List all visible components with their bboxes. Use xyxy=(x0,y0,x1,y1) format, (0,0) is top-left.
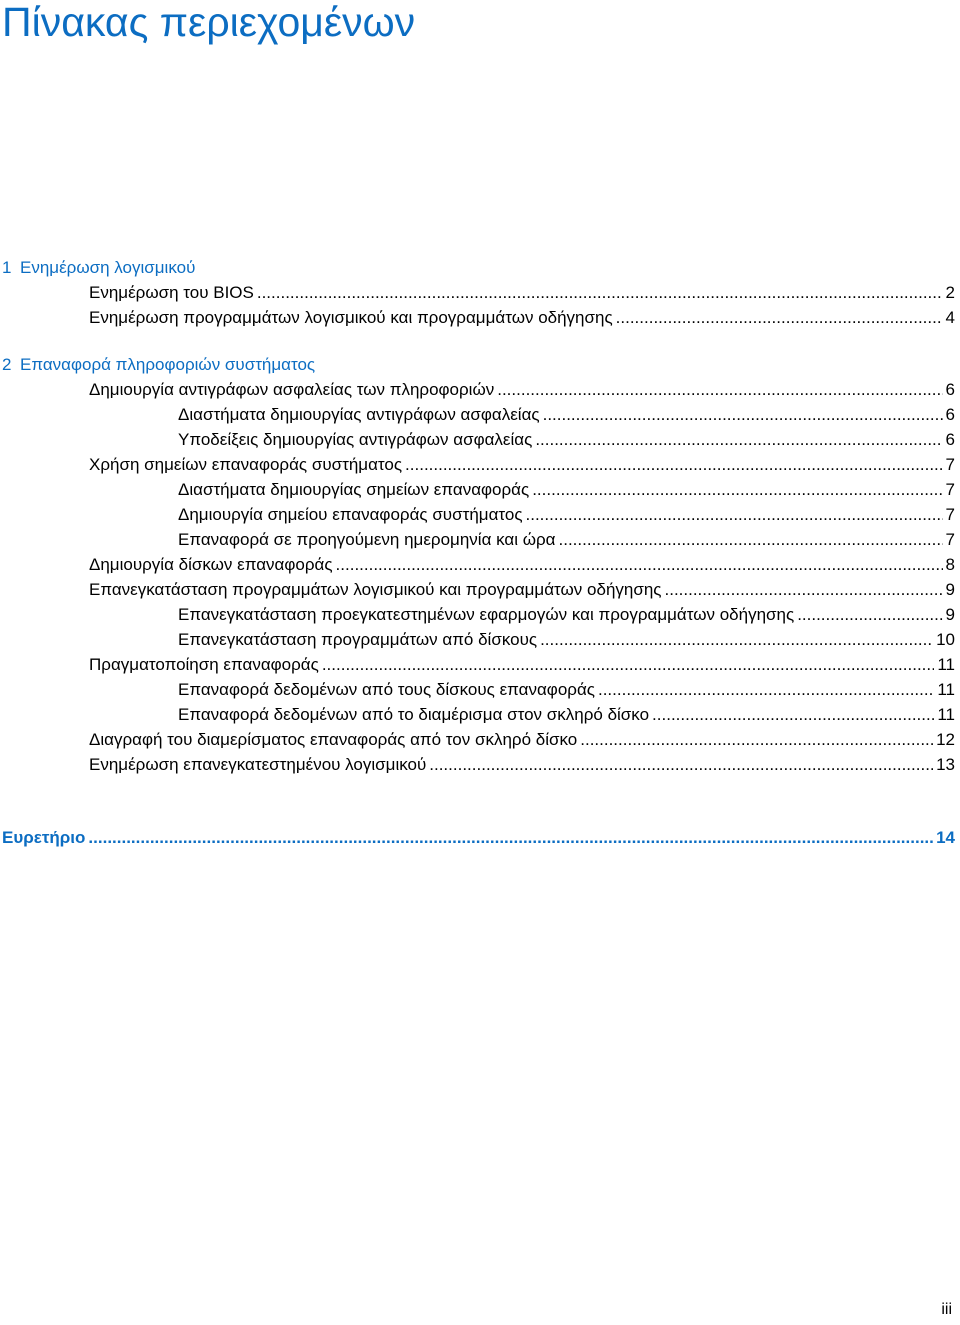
toc-entry-page: 9 xyxy=(945,605,955,624)
dot-leader xyxy=(559,527,943,552)
toc-entry-title: Ενημέρωση επανεγκατεστημένου λογισμικού xyxy=(89,755,427,774)
toc-entry-page: 4 xyxy=(945,308,955,327)
toc-entry[interactable] xyxy=(0,727,955,752)
toc-entry-title: Ενημέρωση προγραμμάτων λογισμικού και προγραμμάτων οδήγησης xyxy=(89,308,613,327)
dot-leader xyxy=(616,305,943,330)
toc-entry-page: 7 xyxy=(945,530,955,549)
dot-leader xyxy=(598,677,934,702)
toc-entry[interactable] xyxy=(0,527,955,552)
toc-entry-page: 12 xyxy=(936,730,955,749)
toc-entry-page: 7 xyxy=(945,455,955,474)
dot-leader xyxy=(526,502,943,527)
toc-entry[interactable] xyxy=(0,427,955,452)
dot-leader xyxy=(322,652,935,677)
toc-entry[interactable] xyxy=(0,677,955,702)
toc-entry[interactable] xyxy=(0,477,955,502)
chapter-2 xyxy=(0,352,955,777)
toc-entry-title: Δημιουργία δίσκων επαναφοράς xyxy=(89,555,333,574)
toc-entry-title: Επανεγκατάσταση προεγκατεστημένων εφαρμογών και προγραμμάτων οδήγησης xyxy=(178,605,795,624)
index-entry[interactable] xyxy=(0,825,955,850)
toc-entry-title: Διαστήματα δημιουργίας σημείων επαναφοράς xyxy=(178,480,530,499)
toc-entry-title: Δημιουργία σημείου επαναφοράς συστήματος xyxy=(178,505,523,524)
table-of-contents xyxy=(0,255,955,799)
dot-leader xyxy=(797,602,942,627)
dot-leader xyxy=(429,752,933,777)
toc-entry[interactable] xyxy=(0,602,955,627)
toc-entry-title: Διαγραφή του διαμερίσματος επαναφοράς από τον σκληρό δίσκο xyxy=(89,730,578,749)
toc-entry-page: 7 xyxy=(945,480,955,499)
toc-entry-page: 11 xyxy=(937,705,955,724)
chapter-number: 2 xyxy=(2,355,12,374)
toc-entry[interactable] xyxy=(0,377,955,402)
toc-entry-title: Επαναφορά σε προηγούμενη ημερομηνία και ώρα xyxy=(178,530,556,549)
toc-entry-page: 7 xyxy=(945,505,955,524)
toc-entry-page: 6 xyxy=(945,380,955,399)
dot-leader xyxy=(405,452,942,477)
toc-entry[interactable] xyxy=(0,552,955,577)
index-page: 14 xyxy=(936,828,955,847)
toc-entry-page: 9 xyxy=(945,580,955,599)
dot-leader xyxy=(497,377,942,402)
toc-entry-title: Δημιουργία αντιγράφων ασφαλείας των πληροφοριών xyxy=(89,380,495,399)
dot-leader xyxy=(543,402,943,427)
toc-entry-title: Ενημέρωση του BIOS xyxy=(89,283,254,302)
toc-entry-title: Πραγματοποίηση επαναφοράς xyxy=(89,655,319,674)
toc-entry[interactable] xyxy=(0,402,955,427)
dot-leader xyxy=(88,825,933,850)
chapter-1 xyxy=(0,255,955,330)
toc-entry-title: Διαστήματα δημιουργίας αντιγράφων ασφαλείας xyxy=(178,405,540,424)
toc-entry-page: 11 xyxy=(937,680,955,699)
dot-leader xyxy=(535,427,942,452)
page-title: Πίνακας περιεχομένων xyxy=(2,0,416,45)
toc-entry-page: 6 xyxy=(945,405,955,424)
chapter-title: Ενημέρωση λογισμικού xyxy=(20,258,196,277)
footer-page-number: iii xyxy=(941,1301,952,1318)
toc-entry[interactable] xyxy=(0,577,955,602)
toc-entry-page: 10 xyxy=(936,630,955,649)
chapter-number: 1 xyxy=(2,258,12,277)
toc-entry[interactable] xyxy=(0,652,955,677)
dot-leader xyxy=(665,577,943,602)
index-title: Ευρετήριο xyxy=(2,828,86,847)
toc-entry-title: Επανεγκατάσταση προγραμμάτων λογισμικού και προγραμμάτων οδήγησης xyxy=(89,580,662,599)
toc-entry[interactable] xyxy=(0,452,955,477)
toc-entry-page: 6 xyxy=(945,430,955,449)
toc-entry-page: 13 xyxy=(936,755,955,774)
toc-entry[interactable] xyxy=(0,502,955,527)
toc-entry-title: Επανεγκατάσταση προγραμμάτων από δίσκους xyxy=(178,630,538,649)
dot-leader xyxy=(652,702,934,727)
toc-entry-page: 11 xyxy=(937,655,955,674)
toc-entry[interactable] xyxy=(0,627,955,652)
toc-entry-title: Επαναφορά δεδομένων από το διαμέρισμα στον σκληρό δίσκο xyxy=(178,705,650,724)
toc-entry[interactable] xyxy=(0,280,955,305)
toc-entry[interactable] xyxy=(0,305,955,330)
dot-leader xyxy=(336,552,943,577)
toc-entry-title: Υποδείξεις δημιουργίας αντιγράφων ασφαλείας xyxy=(178,430,533,449)
toc-entry[interactable] xyxy=(0,702,955,727)
toc-entry-title: Επαναφορά δεδομένων από τους δίσκους επαναφοράς xyxy=(178,680,595,699)
chapter-title: Επαναφορά πληροφοριών συστήματος xyxy=(20,355,316,374)
toc-entry-page: 8 xyxy=(945,555,955,574)
dot-leader xyxy=(532,477,942,502)
toc-entry-title: Χρήση σημείων επαναφοράς συστήματος xyxy=(89,455,403,474)
chapter-heading[interactable] xyxy=(0,352,955,377)
toc-entry[interactable] xyxy=(0,752,955,777)
dot-leader xyxy=(540,627,933,652)
chapter-heading[interactable] xyxy=(0,255,955,280)
toc-entry-page: 2 xyxy=(945,283,955,302)
dot-leader xyxy=(257,280,943,305)
dot-leader xyxy=(580,727,933,752)
